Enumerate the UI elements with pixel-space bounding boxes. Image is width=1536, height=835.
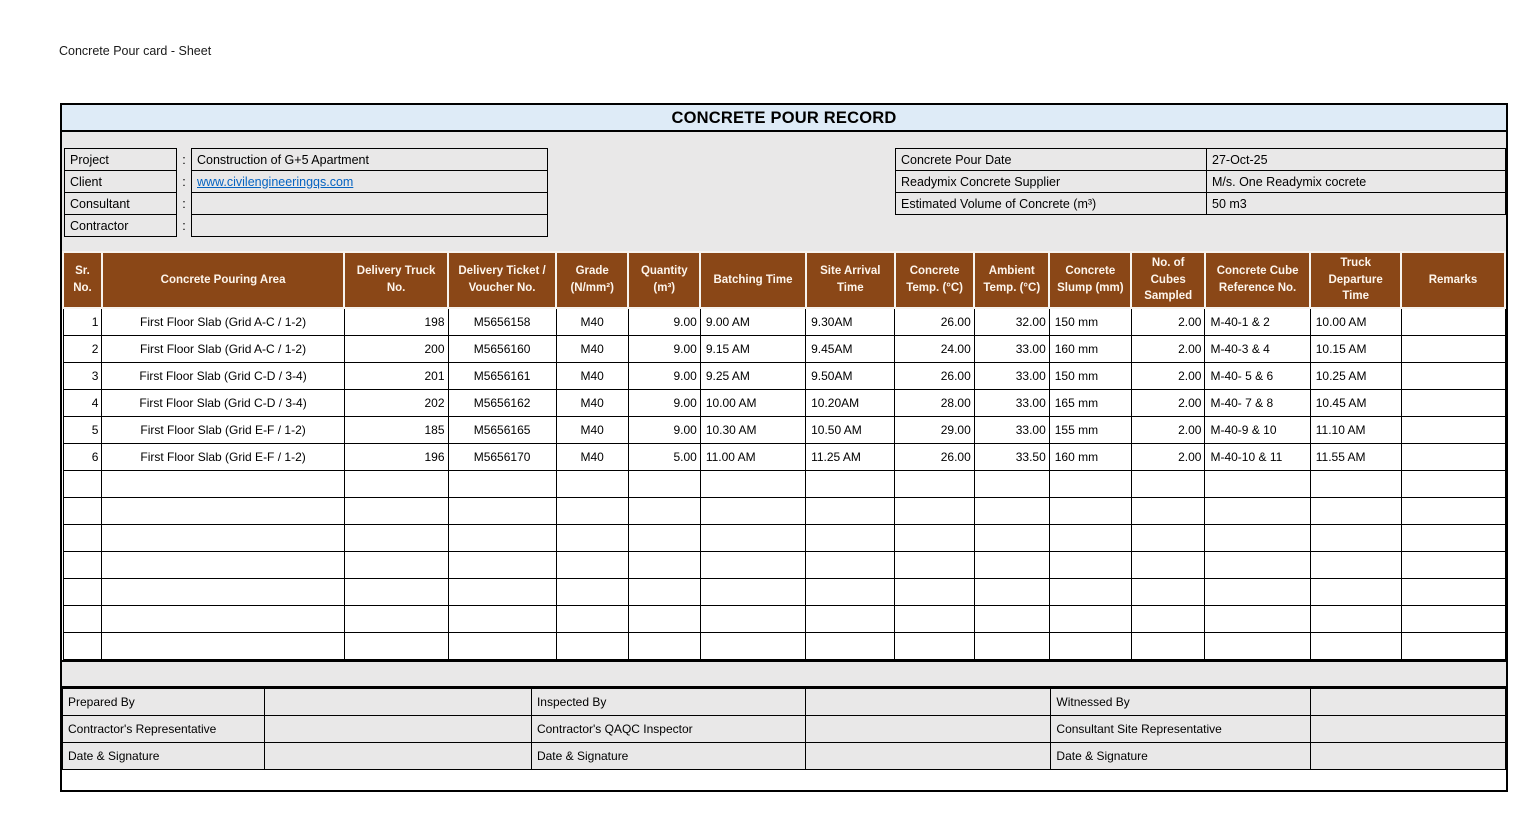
table-cell-empty (344, 551, 448, 578)
pour-table-body (63, 308, 1505, 659)
inspected-by-blank (806, 688, 1051, 715)
table-cell-empty (628, 578, 700, 605)
table-cell (1401, 335, 1505, 362)
table-cell: M5656158 (448, 308, 556, 335)
table-cell: 9.50AM (806, 362, 895, 389)
table-cell-empty (102, 524, 344, 551)
table-cell: 165 mm (1049, 389, 1131, 416)
table-cell-empty (63, 605, 102, 632)
table-cell-empty (344, 632, 448, 659)
table-cell-empty (448, 470, 556, 497)
table-cell-empty (895, 524, 974, 551)
table-cell-empty (1401, 497, 1505, 524)
table-cell: 2.00 (1131, 443, 1205, 470)
contractor-label: Contractor (65, 215, 177, 237)
table-cell-empty (1310, 470, 1401, 497)
table-cell: M40 (556, 389, 628, 416)
table-cell: M5656162 (448, 389, 556, 416)
table-cell-empty (102, 605, 344, 632)
client-link[interactable]: www.civilengineeringqs.com (197, 174, 354, 189)
table-cell: 29.00 (895, 416, 974, 443)
table-cell: 155 mm (1049, 416, 1131, 443)
estimated-volume-value: 50 m3 (1207, 193, 1506, 215)
table-cell-empty (974, 578, 1049, 605)
table-row (63, 308, 1505, 335)
table-cell: 185 (344, 416, 448, 443)
signature-table (62, 688, 1506, 770)
table-cell-empty (806, 632, 895, 659)
witnessed-by-label: Witnessed By (1051, 688, 1311, 715)
table-cell-empty (1310, 578, 1401, 605)
table-cell: 10.25 AM (1310, 362, 1401, 389)
estimated-volume-label: Estimated Volume of Concrete (m³) (896, 193, 1207, 215)
table-cell (1401, 362, 1505, 389)
pour-date-label: Concrete Pour Date (896, 149, 1207, 171)
table-cell-empty (1049, 497, 1131, 524)
table-cell-empty (1205, 551, 1310, 578)
table-cell: M40 (556, 443, 628, 470)
client-label: Client (65, 171, 177, 193)
table-cell-empty (556, 632, 628, 659)
table-cell-empty (556, 551, 628, 578)
table-cell: 9.15 AM (700, 335, 805, 362)
consultant-row (65, 193, 548, 215)
table-cell: 6 (63, 443, 102, 470)
table-cell: 33.00 (974, 416, 1049, 443)
table-cell-empty (700, 605, 805, 632)
column-header-grade: Grade (N/mm²) (556, 252, 628, 308)
signature-row (63, 715, 1506, 742)
date-signature-blank-1 (265, 742, 532, 769)
table-cell: 2 (63, 335, 102, 362)
pour-date-row (896, 149, 1506, 171)
table-cell-empty (1205, 497, 1310, 524)
date-signature-label-2: Date & Signature (531, 742, 805, 769)
project-info-block (64, 148, 548, 237)
table-cell: 200 (344, 335, 448, 362)
table-cell-empty (1310, 524, 1401, 551)
column-header-quantity: Quantity (m³) (628, 252, 700, 308)
table-cell: 150 mm (1049, 362, 1131, 389)
contractor-row (65, 215, 548, 237)
table-cell-empty (1401, 605, 1505, 632)
table-cell: 160 mm (1049, 443, 1131, 470)
table-cell: First Floor Slab (Grid E-F / 1-2) (102, 416, 344, 443)
table-cell-empty (974, 632, 1049, 659)
table-cell: 11.55 AM (1310, 443, 1401, 470)
table-cell: 11.00 AM (700, 443, 805, 470)
table-cell: 32.00 (974, 308, 1049, 335)
table-cell (1401, 389, 1505, 416)
table-cell: M5656161 (448, 362, 556, 389)
table-cell: 10.50 AM (806, 416, 895, 443)
table-cell-empty (556, 578, 628, 605)
table-cell-empty (102, 497, 344, 524)
table-cell: 33.00 (974, 362, 1049, 389)
table-cell-empty (1131, 524, 1205, 551)
contractor-representative-label: Contractor's Representative (63, 715, 265, 742)
table-cell: M40 (556, 308, 628, 335)
table-cell: First Floor Slab (Grid A-C / 1-2) (102, 308, 344, 335)
table-row-empty (63, 470, 1505, 497)
table-cell-empty (1310, 632, 1401, 659)
witnessed-by-blank (1311, 688, 1506, 715)
table-cell-empty (1401, 632, 1505, 659)
table-cell: M40 (556, 416, 628, 443)
consultant-value (192, 193, 548, 215)
table-cell-empty (895, 551, 974, 578)
table-cell-empty (628, 632, 700, 659)
table-cell: 202 (344, 389, 448, 416)
table-cell: M-40- 5 & 6 (1205, 362, 1310, 389)
table-cell: First Floor Slab (Grid A-C / 1-2) (102, 335, 344, 362)
table-cell: 9.00 (628, 335, 700, 362)
column-header-delivery-truck: Delivery Truck No. (344, 252, 448, 308)
client-row (65, 171, 548, 193)
table-cell: 4 (63, 389, 102, 416)
table-cell-empty (344, 497, 448, 524)
table-cell: 28.00 (895, 389, 974, 416)
table-cell-empty (448, 524, 556, 551)
table-cell-empty (1205, 632, 1310, 659)
table-row-empty (63, 497, 1505, 524)
table-cell-empty (806, 470, 895, 497)
consultant-representative-label: Consultant Site Representative (1051, 715, 1311, 742)
table-cell: 10.20AM (806, 389, 895, 416)
table-cell: 9.25 AM (700, 362, 805, 389)
date-signature-label-3: Date & Signature (1051, 742, 1311, 769)
table-cell: 2.00 (1131, 335, 1205, 362)
table-cell-empty (1131, 605, 1205, 632)
table-cell-empty (1401, 551, 1505, 578)
table-cell-empty (556, 497, 628, 524)
supplier-label: Readymix Concrete Supplier (896, 171, 1207, 193)
table-cell-empty (1049, 551, 1131, 578)
table-row-empty (63, 632, 1505, 659)
table-cell: 196 (344, 443, 448, 470)
pour-date-value: 27-Oct-25 (1207, 149, 1506, 171)
separator: : (177, 193, 192, 215)
table-cell-empty (556, 605, 628, 632)
table-cell-empty (628, 605, 700, 632)
table-cell-empty (1049, 632, 1131, 659)
table-cell-empty (448, 551, 556, 578)
table-cell: 9.00 (628, 389, 700, 416)
table-cell-empty (974, 497, 1049, 524)
table-cell-empty (1205, 524, 1310, 551)
signature-row (63, 688, 1506, 715)
table-cell-empty (700, 632, 805, 659)
table-cell-empty (700, 524, 805, 551)
table-cell-empty (1401, 524, 1505, 551)
table-cell: 150 mm (1049, 308, 1131, 335)
column-header-sr-no: Sr. No. (63, 252, 102, 308)
table-cell-empty (102, 578, 344, 605)
table-cell-empty (448, 632, 556, 659)
table-cell-empty (1205, 578, 1310, 605)
table-cell-empty (448, 578, 556, 605)
table-cell-empty (1131, 551, 1205, 578)
table-cell-empty (1131, 497, 1205, 524)
table-cell: 160 mm (1049, 335, 1131, 362)
signature-row (63, 742, 1506, 769)
table-cell-empty (895, 632, 974, 659)
table-cell-empty (63, 524, 102, 551)
table-row (63, 416, 1505, 443)
table-row (63, 443, 1505, 470)
table-cell-empty (700, 470, 805, 497)
table-cell: M-40-9 & 10 (1205, 416, 1310, 443)
table-cell-empty (1401, 470, 1505, 497)
table-cell: 10.30 AM (700, 416, 805, 443)
table-cell: M5656165 (448, 416, 556, 443)
table-cell-empty (1205, 605, 1310, 632)
table-cell: 26.00 (895, 308, 974, 335)
table-cell: 2.00 (1131, 416, 1205, 443)
pour-record-table (62, 251, 1506, 660)
contractor-value (192, 215, 548, 237)
table-cell-empty (895, 578, 974, 605)
table-row-empty (63, 605, 1505, 632)
table-cell: 5 (63, 416, 102, 443)
section-divider (62, 660, 1506, 688)
table-cell-empty (1205, 470, 1310, 497)
prepared-by-blank (265, 688, 532, 715)
table-cell: 11.10 AM (1310, 416, 1401, 443)
supplier-row (896, 171, 1506, 193)
date-signature-label-1: Date & Signature (63, 742, 265, 769)
table-cell: 11.25 AM (806, 443, 895, 470)
table-cell-empty (63, 497, 102, 524)
table-cell: M5656160 (448, 335, 556, 362)
column-header-truck-departure: Truck Departure Time (1310, 252, 1401, 308)
table-cell-empty (448, 497, 556, 524)
column-header-remarks: Remarks (1401, 252, 1505, 308)
table-cell-empty (102, 470, 344, 497)
table-cell: M-40-1 & 2 (1205, 308, 1310, 335)
table-row (63, 362, 1505, 389)
table-cell-empty (628, 524, 700, 551)
table-cell: 1 (63, 308, 102, 335)
column-header-batching-time: Batching Time (700, 252, 805, 308)
table-cell: M40 (556, 335, 628, 362)
date-signature-blank-2 (806, 742, 1051, 769)
table-cell-empty (1310, 497, 1401, 524)
column-header-concrete-temp: Concrete Temp. (°C) (895, 252, 974, 308)
table-cell-empty (102, 632, 344, 659)
sheet-label: Concrete Pour card - Sheet (59, 44, 212, 58)
table-cell: 9.45AM (806, 335, 895, 362)
inspected-by-label: Inspected By (531, 688, 805, 715)
info-band (62, 132, 1506, 251)
table-cell: 2.00 (1131, 389, 1205, 416)
table-cell-empty (974, 470, 1049, 497)
table-cell: 26.00 (895, 362, 974, 389)
table-cell: 9.00 (628, 308, 700, 335)
consultant-representative-blank (1311, 715, 1506, 742)
table-cell (1401, 416, 1505, 443)
table-cell-empty (1310, 551, 1401, 578)
table-row-empty (63, 578, 1505, 605)
table-cell: 10.00 AM (1310, 308, 1401, 335)
table-cell-empty (344, 524, 448, 551)
table-cell-empty (344, 470, 448, 497)
table-header-row (63, 252, 1505, 308)
table-cell-empty (628, 551, 700, 578)
table-cell-empty (1401, 578, 1505, 605)
table-cell: 24.00 (895, 335, 974, 362)
table-cell-empty (556, 470, 628, 497)
table-cell-empty (102, 551, 344, 578)
column-header-site-arrival: Site Arrival Time (806, 252, 895, 308)
table-cell-empty (1310, 605, 1401, 632)
table-cell: 10.45 AM (1310, 389, 1401, 416)
table-row (63, 335, 1505, 362)
table-cell-empty (63, 551, 102, 578)
table-row-empty (63, 524, 1505, 551)
table-cell-empty (806, 497, 895, 524)
table-cell: 9.00 (628, 362, 700, 389)
table-row (63, 389, 1505, 416)
table-cell-empty (63, 578, 102, 605)
project-label: Project (65, 149, 177, 171)
concrete-pour-record-sheet (60, 103, 1508, 792)
separator: : (177, 215, 192, 237)
table-cell-empty (63, 632, 102, 659)
table-cell-empty (1049, 578, 1131, 605)
table-cell-empty (448, 605, 556, 632)
table-cell: M-40- 7 & 8 (1205, 389, 1310, 416)
estimated-volume-row (896, 193, 1506, 215)
table-cell-empty (1131, 632, 1205, 659)
table-cell: 198 (344, 308, 448, 335)
table-cell-empty (556, 524, 628, 551)
record-title: CONCRETE POUR RECORD (62, 105, 1506, 132)
table-cell: 9.30AM (806, 308, 895, 335)
separator: : (177, 171, 192, 193)
table-cell-empty (895, 470, 974, 497)
table-cell-empty (1131, 470, 1205, 497)
table-cell-empty (895, 497, 974, 524)
table-cell-empty (344, 578, 448, 605)
table-cell (1401, 308, 1505, 335)
table-cell-empty (806, 605, 895, 632)
column-header-ambient-temp: Ambient Temp. (°C) (974, 252, 1049, 308)
table-cell (1401, 443, 1505, 470)
table-cell: 201 (344, 362, 448, 389)
table-cell-empty (628, 470, 700, 497)
table-cell: First Floor Slab (Grid C-D / 3-4) (102, 362, 344, 389)
project-row (65, 149, 548, 171)
prepared-by-label: Prepared By (63, 688, 265, 715)
column-header-pouring-area: Concrete Pouring Area (102, 252, 344, 308)
table-cell: 10.15 AM (1310, 335, 1401, 362)
table-cell: M40 (556, 362, 628, 389)
table-cell: 26.00 (895, 443, 974, 470)
project-value: Construction of G+5 Apartment (192, 149, 548, 171)
table-cell: 33.00 (974, 335, 1049, 362)
table-cell-empty (700, 497, 805, 524)
table-cell: 33.00 (974, 389, 1049, 416)
date-signature-blank-3 (1311, 742, 1506, 769)
table-cell: 2.00 (1131, 308, 1205, 335)
table-cell: 3 (63, 362, 102, 389)
table-cell-empty (63, 470, 102, 497)
table-cell-empty (700, 578, 805, 605)
qaqc-inspector-blank (806, 715, 1051, 742)
table-cell-empty (628, 497, 700, 524)
table-cell-empty (1131, 578, 1205, 605)
contractor-representative-blank (265, 715, 532, 742)
column-header-cube-reference: Concrete Cube Reference No. (1205, 252, 1310, 308)
table-cell-empty (895, 605, 974, 632)
table-cell: M-40-10 & 11 (1205, 443, 1310, 470)
table-cell: First Floor Slab (Grid E-F / 1-2) (102, 443, 344, 470)
column-header-slump: Concrete Slump (mm) (1049, 252, 1131, 308)
table-cell: 5.00 (628, 443, 700, 470)
table-cell: 33.50 (974, 443, 1049, 470)
table-cell: First Floor Slab (Grid C-D / 3-4) (102, 389, 344, 416)
separator: : (177, 149, 192, 171)
table-cell-empty (806, 551, 895, 578)
table-cell-empty (974, 551, 1049, 578)
table-cell: 9.00 AM (700, 308, 805, 335)
table-cell-empty (1049, 470, 1131, 497)
column-header-delivery-ticket: Delivery Ticket / Voucher No. (448, 252, 556, 308)
table-cell: 9.00 (628, 416, 700, 443)
column-header-cubes-sampled: No. of Cubes Sampled (1131, 252, 1205, 308)
table-row-empty (63, 551, 1505, 578)
table-cell: M-40-3 & 4 (1205, 335, 1310, 362)
pour-info-block (895, 148, 1506, 215)
table-cell: M5656170 (448, 443, 556, 470)
table-cell-empty (806, 578, 895, 605)
table-cell-empty (974, 524, 1049, 551)
supplier-value: M/s. One Readymix cocrete (1207, 171, 1506, 193)
table-cell-empty (806, 524, 895, 551)
table-cell: 2.00 (1131, 362, 1205, 389)
table-cell-empty (700, 551, 805, 578)
consultant-label: Consultant (65, 193, 177, 215)
table-cell: 10.00 AM (700, 389, 805, 416)
qaqc-inspector-label: Contractor's QAQC Inspector (531, 715, 805, 742)
table-cell-empty (1049, 605, 1131, 632)
table-cell-empty (1049, 524, 1131, 551)
table-cell-empty (344, 605, 448, 632)
table-cell-empty (974, 605, 1049, 632)
